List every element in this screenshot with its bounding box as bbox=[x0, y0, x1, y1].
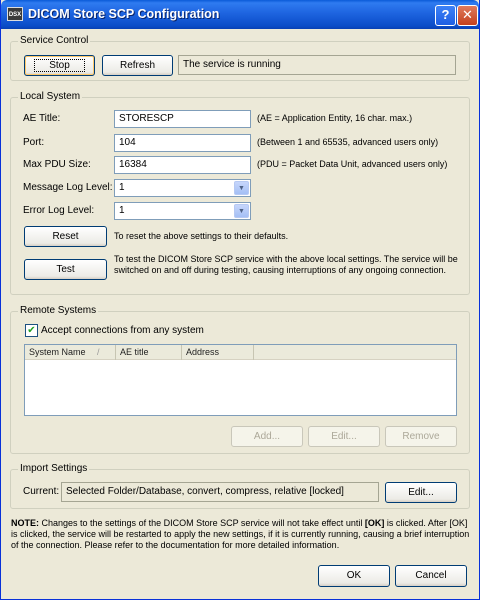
error-log-value: 1 bbox=[119, 205, 125, 216]
remote-systems-title: Remote Systems bbox=[20, 305, 97, 316]
accept-any-label[interactable]: Accept connections from any system bbox=[41, 325, 204, 336]
column-address[interactable]: Address bbox=[182, 345, 254, 360]
message-log-label: Message Log Level: bbox=[23, 182, 113, 193]
note-ok-bold: [OK] bbox=[364, 518, 385, 528]
close-button[interactable]: ✕ bbox=[457, 5, 478, 26]
chevron-down-icon[interactable]: ▼ bbox=[234, 204, 249, 218]
reset-hint: To reset the above settings to their defaults. bbox=[114, 231, 289, 241]
add-button[interactable]: Add... bbox=[231, 426, 303, 447]
column-system-name[interactable] bbox=[25, 345, 116, 360]
ok-button[interactable]: OK bbox=[318, 565, 390, 587]
port-hint: (Between 1 and 65535, advanced users only) bbox=[257, 137, 439, 147]
list-header bbox=[25, 345, 456, 360]
stop-button[interactable] bbox=[24, 55, 95, 76]
help-button[interactable]: ? bbox=[435, 5, 456, 26]
column-ae-title[interactable]: AE title bbox=[116, 345, 182, 360]
app-icon: DSX bbox=[7, 7, 23, 21]
ae-title-hint: (AE = Application Entity, 16 char. max.) bbox=[257, 113, 413, 123]
error-log-select[interactable] bbox=[114, 202, 251, 220]
local-system-title: Local System bbox=[20, 91, 81, 102]
refresh-button[interactable]: Refresh bbox=[102, 55, 173, 76]
message-log-select[interactable] bbox=[114, 179, 251, 197]
note-bold: NOTE: bbox=[11, 518, 39, 528]
ae-title-label: AE Title: bbox=[23, 113, 61, 124]
accept-any-checkbox[interactable]: ✔ bbox=[25, 324, 38, 337]
import-current-field: Selected Folder/Database, convert, compress, relative [locked] bbox=[61, 482, 379, 502]
max-pdu-hint: (PDU = Packet Data Unit, advanced users only) bbox=[257, 159, 448, 169]
error-log-label: Error Log Level: bbox=[23, 205, 95, 216]
window-title: DICOM Store SCP Configuration bbox=[28, 7, 220, 21]
message-log-value: 1 bbox=[119, 182, 125, 193]
service-status-field: The service is running bbox=[178, 55, 456, 75]
note-text-1: Changes to the settings of the DICOM Store SCP service will not take effect until bbox=[39, 518, 365, 528]
ae-title-input[interactable]: STORESCP bbox=[114, 110, 251, 128]
service-control-title: Service Control bbox=[20, 35, 89, 46]
current-label: Current: bbox=[23, 486, 60, 497]
stop-button-label: Stop bbox=[34, 59, 85, 72]
title-bar[interactable] bbox=[1, 0, 479, 29]
remove-button[interactable]: Remove bbox=[385, 426, 457, 447]
test-button[interactable]: Test bbox=[24, 259, 107, 280]
test-hint: To test the DICOM Store SCP service with the above local settings. The service will be switched on and off during testing, causing interruptions of any ongoing connection. bbox=[114, 254, 458, 275]
note-text bbox=[11, 518, 471, 551]
cancel-button[interactable]: Cancel bbox=[395, 565, 467, 587]
remote-systems-list[interactable] bbox=[24, 344, 457, 416]
max-pdu-label: Max PDU Size: bbox=[23, 159, 91, 170]
reset-button[interactable]: Reset bbox=[24, 226, 107, 247]
note-text-2: is clicked. After [OK] is clicked, the service will be restarted to apply the new settings, if it is currently running, causing a brief interruption of the connection. Please refer to the documentation for more detailed information. bbox=[11, 518, 470, 550]
port-label: Port: bbox=[23, 137, 45, 148]
column-system-name-label: System Name bbox=[29, 347, 86, 357]
import-settings-title: Import Settings bbox=[20, 463, 88, 474]
edit-import-button[interactable]: Edit... bbox=[385, 482, 457, 503]
sort-indicator-icon: / bbox=[97, 347, 100, 357]
edit-remote-button[interactable]: Edit... bbox=[308, 426, 380, 447]
chevron-down-icon[interactable]: ▼ bbox=[234, 181, 249, 195]
max-pdu-input[interactable]: 16384 bbox=[114, 156, 251, 174]
port-input[interactable]: 104 bbox=[114, 134, 251, 152]
